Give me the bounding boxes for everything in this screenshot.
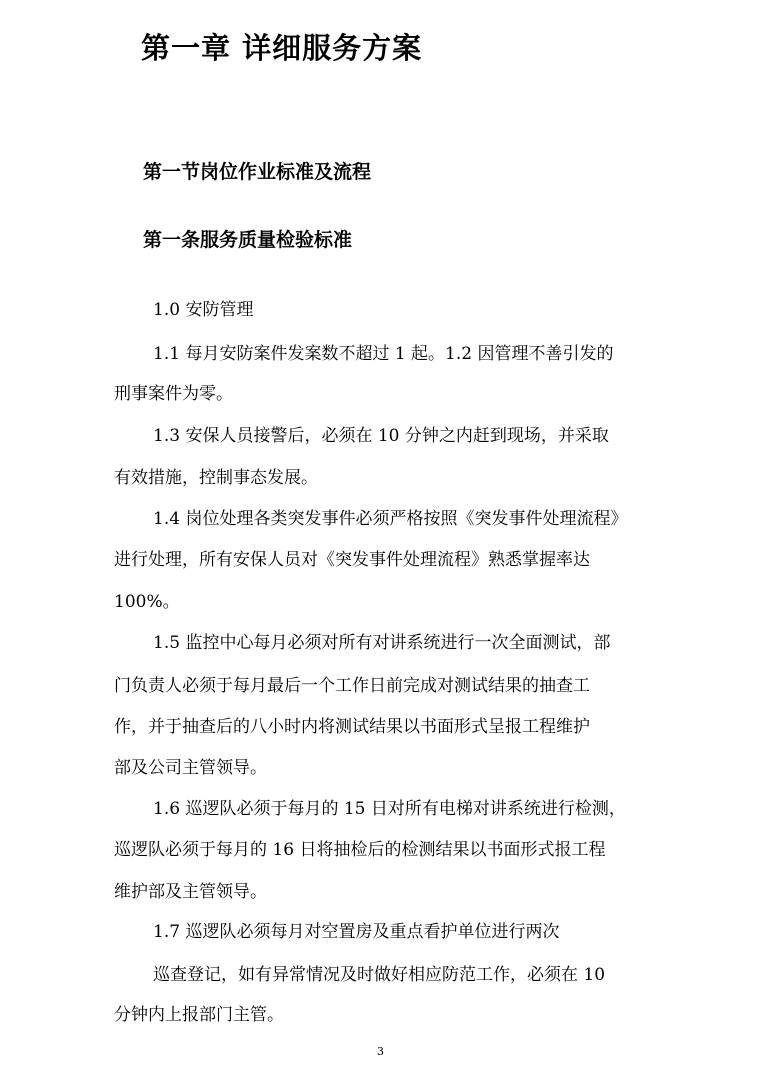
body-line: 1.4 岗位处理各类突发事件必须严格按照《突发事件处理流程》 bbox=[153, 509, 628, 529]
body-line: 有效措施，控制事态发展。 bbox=[114, 468, 318, 488]
body-line: 1.3 安保人员接警后，必须在 10 分钟之内赶到现场，并采取 bbox=[153, 426, 609, 446]
body-line: 100%。 bbox=[114, 592, 180, 612]
body-line: 1.7 巡逻队必须每月对空置房及重点看护单位进行两次 bbox=[153, 922, 560, 942]
body-line: 巡逻队必须于每月的 16 日将抽检后的检测结果以书面形式报工程 bbox=[114, 840, 606, 860]
section-title: 第一节岗位作业标准及流程 bbox=[143, 161, 372, 183]
page-number: 3 bbox=[377, 1045, 384, 1058]
body-line: 进行处理，所有安保人员对《突发事件处理流程》熟悉掌握率达 bbox=[114, 550, 590, 570]
body-line: 刑事案件为零。 bbox=[114, 384, 233, 404]
body-line: 1.6 巡逻队必须于每月的 15 日对所有电梯对讲系统进行检测， bbox=[153, 799, 626, 819]
body-line: 部及公司主管领导。 bbox=[114, 758, 267, 778]
body-line: 分钟内上报部门主管。 bbox=[114, 1005, 284, 1025]
article-title: 第一条服务质量检验标准 bbox=[143, 229, 353, 251]
body-line: 1.5 监控中心每月必须对所有对讲系统进行一次全面测试，部 bbox=[153, 633, 611, 653]
body-line: 1.1 每月安防案件发案数不超过 1 起。1.2 因管理不善引发的 bbox=[153, 344, 614, 364]
body-line: 门负责人必须于每月最后一个工作日前完成对测试结果的抽查工 bbox=[114, 676, 590, 696]
chapter-title: 第一章 详细服务方案 bbox=[141, 31, 423, 65]
body-line: 维护部及主管领导。 bbox=[114, 882, 267, 902]
body-line: 巡查登记，如有异常情况及时做好相应防范工作，必须在 10 bbox=[153, 965, 606, 985]
body-line: 1.0 安防管理 bbox=[153, 300, 254, 320]
body-line: 作，并于抽查后的八小时内将测试结果以书面形式呈报工程维护 bbox=[114, 717, 590, 737]
